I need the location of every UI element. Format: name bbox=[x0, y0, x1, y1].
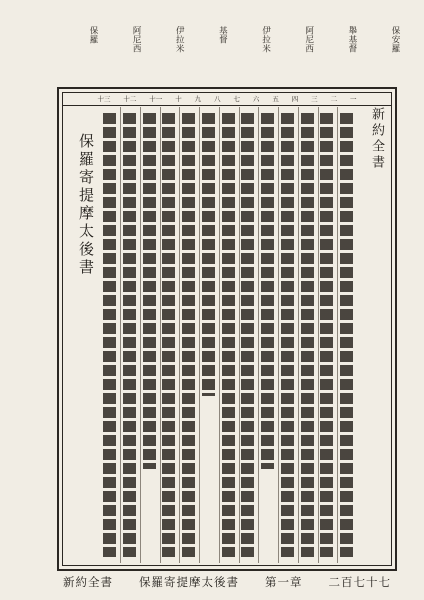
verse-number: 九 bbox=[194, 94, 202, 103]
illegible-text bbox=[202, 113, 215, 396]
verse-number: 四 bbox=[291, 94, 299, 103]
column-rule bbox=[278, 107, 279, 563]
text-column bbox=[220, 107, 237, 563]
illegible-text bbox=[261, 113, 274, 469]
column-rule bbox=[337, 107, 338, 563]
text-column bbox=[279, 107, 296, 563]
text-column bbox=[121, 107, 138, 563]
gloss-entry: 阿尼西 bbox=[303, 26, 314, 53]
page-number: 二百七十七 bbox=[328, 575, 391, 589]
column-rule bbox=[318, 107, 319, 563]
illegible-text bbox=[320, 113, 333, 557]
gloss-entry: 阿尼西 bbox=[131, 26, 142, 53]
illegible-text bbox=[103, 113, 116, 557]
page-footer bbox=[57, 574, 397, 590]
verse-number: 一 bbox=[350, 94, 357, 103]
column-rule bbox=[140, 107, 141, 563]
text-column bbox=[318, 107, 335, 563]
inner-border bbox=[62, 92, 392, 566]
text-column bbox=[141, 107, 158, 563]
verse-number: 五 bbox=[272, 94, 279, 103]
running-title: 新約全書 bbox=[369, 107, 384, 171]
text-column bbox=[259, 107, 276, 563]
verse-number: 八 bbox=[214, 94, 221, 103]
verse-number: 十 bbox=[175, 94, 182, 103]
text-column bbox=[299, 107, 316, 563]
illegible-text bbox=[301, 113, 314, 557]
illegible-text bbox=[123, 113, 136, 557]
column-rule bbox=[219, 107, 220, 563]
gloss-entry: 伊拉米 bbox=[260, 26, 271, 53]
footer-title: 保羅寄提摩太後書 bbox=[139, 575, 239, 589]
column-rule bbox=[160, 107, 161, 563]
text-column bbox=[338, 107, 355, 563]
gloss-entry: 舉基督 bbox=[346, 26, 357, 53]
column-rule bbox=[199, 107, 200, 563]
column-rule bbox=[179, 107, 180, 563]
illegible-text bbox=[241, 113, 254, 557]
verse-number: 十二 bbox=[123, 94, 137, 103]
margin-glossary bbox=[88, 26, 400, 84]
column-rule bbox=[239, 107, 240, 563]
gloss-entry: 伊拉米 bbox=[174, 26, 185, 53]
column-rule bbox=[298, 107, 299, 563]
text-column bbox=[180, 107, 197, 563]
footer-chapter: 第一章 bbox=[265, 575, 303, 589]
verse-number: 七 bbox=[233, 94, 240, 103]
illegible-text bbox=[143, 113, 156, 469]
text-frame bbox=[57, 87, 397, 571]
illegible-text bbox=[222, 113, 235, 557]
verse-number-band bbox=[63, 93, 391, 106]
verse-number: 三 bbox=[311, 94, 318, 103]
column-rule bbox=[258, 107, 259, 563]
text-column bbox=[200, 107, 217, 563]
book-heading: 保羅寄提摩太後書 bbox=[77, 133, 95, 277]
verse-number: 二 bbox=[330, 94, 338, 103]
gloss-entry: 保羅 bbox=[88, 26, 98, 44]
column-rule bbox=[120, 107, 121, 563]
verse-number: 十三 bbox=[97, 94, 111, 103]
gloss-entry: 基督 bbox=[217, 26, 228, 44]
illegible-text bbox=[182, 113, 195, 557]
gloss-entry: 保安羅 bbox=[389, 26, 400, 53]
text-column bbox=[101, 107, 118, 563]
text-column bbox=[160, 107, 177, 563]
illegible-text bbox=[340, 113, 353, 557]
illegible-text bbox=[162, 113, 175, 557]
illegible-text bbox=[281, 113, 294, 557]
text-columns bbox=[101, 107, 355, 563]
verse-number: 十一 bbox=[149, 94, 163, 103]
verse-number: 六 bbox=[252, 94, 260, 103]
footer-book: 新約全書 bbox=[63, 575, 113, 589]
text-column bbox=[239, 107, 256, 563]
